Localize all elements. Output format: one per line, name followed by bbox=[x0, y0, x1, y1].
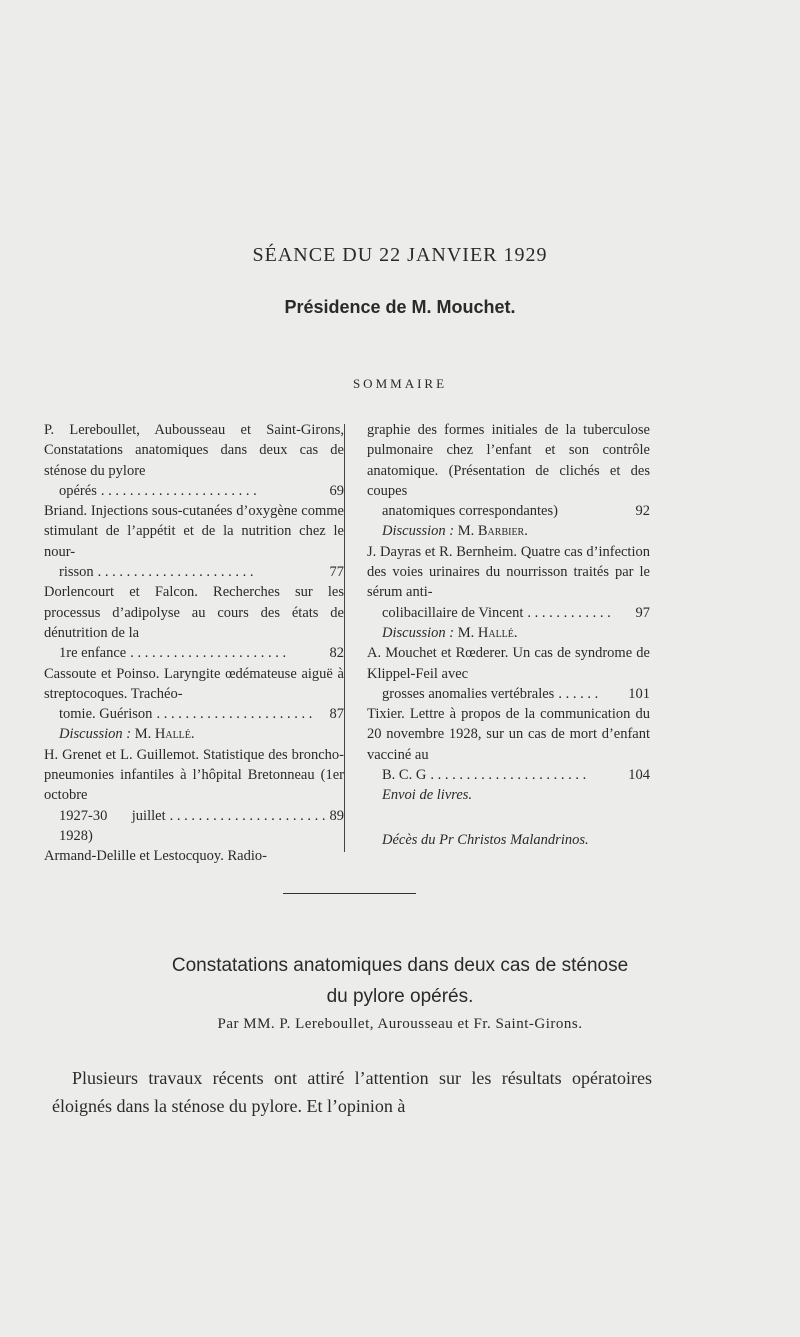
column-divider bbox=[344, 424, 345, 852]
entry-text: Briand. Injections sous-cutanées d’oxygène comme stimulant de l’appétit et de la nutrition chez le nour- bbox=[44, 503, 344, 560]
summary-title: SOMMAIRE bbox=[352, 376, 448, 391]
discussion-name: M. Hallé. bbox=[134, 726, 195, 743]
summary-entry bbox=[44, 582, 344, 663]
summary-note bbox=[367, 785, 650, 805]
entry-leader bbox=[44, 481, 344, 501]
dot-leader: . . . . . . . . . . . . . . . . . . . . . . bbox=[100, 482, 257, 499]
entry-tail: anatomiques correspondantes) bbox=[382, 503, 558, 520]
article-title-line: du pylore opérés. bbox=[326, 986, 474, 1007]
article-paragraph bbox=[52, 1064, 652, 1120]
summary-entry bbox=[44, 420, 344, 501]
entry-tail: colibacillaire de Vincent bbox=[382, 604, 524, 621]
summary-entry bbox=[44, 846, 344, 866]
entry-tail: grosses anomalies vertébrales bbox=[382, 685, 555, 702]
entry-page-number: 89 bbox=[329, 807, 344, 824]
entry-leader bbox=[44, 806, 344, 847]
paragraph-text: Plusieurs travaux récents ont attiré l’attention sur les résultats opératoires éloignés dans la sténose du pylore. Et l’opinion à bbox=[52, 1068, 652, 1116]
dot-leader: . . . . . . bbox=[558, 685, 599, 702]
dot-leader: . . . . . . . . . . . . . . . . . . . . . . bbox=[97, 564, 254, 581]
summary-entry bbox=[367, 643, 650, 704]
entry-tail: 1re enfance bbox=[59, 645, 127, 662]
entry-page-number: 69 bbox=[329, 482, 344, 499]
entry-text: Dorlencourt et Falcon. Recherches sur les processus d’adipolyse au cours des états de dénutrition de la bbox=[44, 584, 344, 641]
entry-page-number: 77 bbox=[329, 564, 344, 581]
dot-leader: . . . . . . . . . . . . . . . . . . . . . . bbox=[430, 767, 587, 784]
summary-entry bbox=[367, 420, 650, 542]
section-rule bbox=[283, 893, 416, 894]
summary-entry bbox=[367, 542, 650, 643]
summary-entry bbox=[44, 745, 344, 846]
entry-page-number: 87 bbox=[329, 706, 344, 723]
entry-text: Tixier. Lettre à propos de la communication du 20 novembre 1928, sur un cas de mort d’enfant vacciné au bbox=[367, 706, 650, 763]
entry-tail: tomie. Guérison bbox=[59, 706, 153, 723]
entry-leader bbox=[44, 704, 344, 724]
entry-tail: 1927-30 juillet 1928) bbox=[59, 807, 166, 844]
discussion-name: M. Hallé. bbox=[457, 624, 518, 641]
entry-leader bbox=[44, 643, 344, 663]
session-heading: SÉANCE DU 22 JANVIER 1929 bbox=[252, 244, 548, 266]
entry-tail: risson bbox=[59, 564, 94, 581]
summary-left-column bbox=[44, 420, 344, 867]
discussion-label: Discussion : bbox=[59, 726, 132, 743]
summary-note bbox=[367, 830, 650, 850]
entry-page-number: 92 bbox=[635, 503, 650, 520]
entry-leader bbox=[367, 603, 650, 623]
dot-leader bbox=[562, 501, 632, 521]
entry-leader bbox=[367, 684, 650, 704]
dot-leader: . . . . . . . . . . . . . . . . . . . . . . bbox=[156, 706, 313, 723]
article-title-line: Constatations anatomiques dans deux cas de sténose bbox=[171, 955, 629, 976]
entry-page-number: 101 bbox=[628, 685, 650, 702]
entry-text: Cassoute et Poinso. Laryngite œdémateuse aiguë à streptocoques. Trachéo- bbox=[44, 665, 344, 702]
entry-page-number: 82 bbox=[329, 645, 344, 662]
summary-right-column bbox=[367, 420, 650, 850]
summary-entry bbox=[44, 664, 344, 745]
article-title bbox=[60, 950, 740, 1012]
entry-text: graphie des formes initiales de la tuberculose pulmonaire chez l’enfant et son contrôle anatomique. (Présentation de clichés et des coupes bbox=[367, 422, 650, 499]
dot-leader: . . . . . . . . . . . . . . . . . . . . . . bbox=[169, 807, 326, 824]
discussion-label: Discussion : bbox=[382, 523, 455, 540]
article-byline: Par MM. P. Lereboullet, Aurousseau et Fr. Saint-Girons. bbox=[217, 1016, 583, 1032]
discussion-line bbox=[367, 623, 650, 643]
entry-text: P. Lereboullet, Aubousseau et Saint-Girons, Constatations anatomiques dans deux cas de sténose du pylore bbox=[44, 422, 344, 479]
dot-leader: . . . . . . . . . . . . . . . . . . . . . . bbox=[130, 645, 287, 662]
entry-tail: B. C. G bbox=[382, 767, 427, 784]
discussion-line bbox=[367, 521, 650, 541]
entry-text: A. Mouchet et Rœderer. Un cas de syndrome de Klippel-Feil avec bbox=[367, 645, 650, 682]
presidency-line: Présidence de M. Mouchet. bbox=[284, 297, 516, 317]
entry-leader bbox=[367, 765, 650, 785]
entry-tail: opérés bbox=[59, 482, 97, 499]
entry-page-number: 97 bbox=[635, 604, 650, 621]
entry-text: Envoi de livres. bbox=[382, 787, 473, 804]
entry-leader bbox=[367, 501, 650, 521]
summary-entry bbox=[367, 704, 650, 785]
discussion-line bbox=[44, 724, 344, 744]
entry-leader bbox=[44, 562, 344, 582]
entry-text: Décès du Pr Christos Malandrinos. bbox=[382, 831, 589, 848]
summary-entry bbox=[44, 501, 344, 582]
entry-page-number: 104 bbox=[628, 767, 650, 784]
entry-text: J. Dayras et R. Bernheim. Quatre cas d’infection des voies urinaires du nourrisson traités par le sérum anti- bbox=[367, 543, 650, 601]
entry-text: H. Grenet et L. Guillemot. Statistique des broncho-pneumonies infantiles à l’hôpital Bretonneau (1er octobre bbox=[44, 746, 344, 804]
dot-leader: . . . . . . . . . . . . bbox=[527, 604, 611, 621]
discussion-name: M. Barbier. bbox=[457, 523, 528, 540]
discussion-label: Discussion : bbox=[382, 624, 455, 641]
entry-text: Armand-Delille et Lestocquoy. Radio- bbox=[44, 848, 267, 865]
